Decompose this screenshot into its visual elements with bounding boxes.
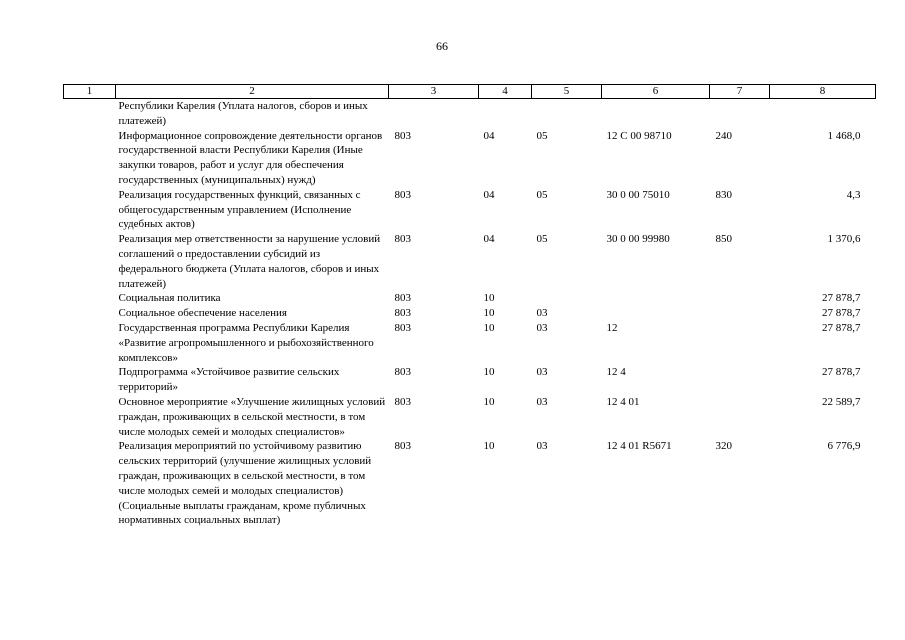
column-header: 7 xyxy=(710,85,770,99)
section-cell: 10 xyxy=(483,395,495,408)
target-article-cell: 30 0 00 99980 xyxy=(606,233,670,246)
column-header: 2 xyxy=(116,85,389,99)
target-article-cell xyxy=(602,306,710,321)
row-name-cell: Социальное обеспечение населения xyxy=(118,307,287,320)
expense-type-cell xyxy=(710,365,770,395)
expense-type-cell xyxy=(710,99,770,129)
row-name-cell: Государственная программа Республики Карелия «Развитие агропромышленного и рыбохозяйственного комплексов» xyxy=(118,321,374,364)
amount-cell: 1 468,0 xyxy=(827,129,861,142)
expense-type-cell xyxy=(710,306,770,321)
table-row xyxy=(64,365,876,395)
table-row xyxy=(64,395,876,439)
column-header: 1 xyxy=(64,85,116,99)
expense-type-cell xyxy=(710,321,770,365)
row-number-cell xyxy=(64,129,116,188)
amount-cell: 6 776,9 xyxy=(827,440,861,453)
ministry-code-cell: 803 xyxy=(394,188,411,201)
column-number-row xyxy=(64,85,876,99)
target-article-cell xyxy=(602,99,710,129)
section-cell: 10 xyxy=(483,307,495,320)
ministry-code-cell: 803 xyxy=(394,129,411,142)
table-row xyxy=(64,291,876,306)
amount-cell: 1 370,6 xyxy=(827,233,861,246)
subsection-cell: 05 xyxy=(536,233,548,246)
amount-cell: 27 878,7 xyxy=(822,292,861,305)
table-row xyxy=(64,188,876,232)
row-name-cell: Реализация мер ответственности за нарушение условий соглашений о предоставлении субсидий из федерального бюджета (Уплата налогов, сборов и иных платежей) xyxy=(118,233,381,290)
ministry-code-cell: 803 xyxy=(394,366,411,379)
target-article-cell: 12 4 01 R5671 xyxy=(606,440,672,453)
expense-type-cell: 320 xyxy=(715,440,732,453)
subsection-cell xyxy=(532,99,602,129)
expense-type-cell: 830 xyxy=(715,188,732,201)
row-number-cell xyxy=(64,188,116,232)
row-number-cell xyxy=(64,395,116,439)
section-cell: 10 xyxy=(483,440,495,453)
column-header: 6 xyxy=(602,85,710,99)
section-cell: 10 xyxy=(483,292,495,305)
row-number-cell xyxy=(64,291,116,306)
target-article-cell: 30 0 00 75010 xyxy=(606,188,670,201)
row-name-cell: Реализация мероприятий по устойчивому развитию сельских территорий (улучшение жилищных условий граждан, проживающих в сельской местности, в том числе молодых семей и молодых специалистов) (Социальные выплаты гражданам, кроме публичных нормативных социальных выплат) xyxy=(118,440,372,527)
row-number-cell xyxy=(64,321,116,365)
section-cell xyxy=(479,99,532,129)
ministry-code-cell: 803 xyxy=(394,395,411,408)
subsection-cell: 03 xyxy=(536,440,548,453)
ministry-code-cell: 803 xyxy=(394,233,411,246)
amount-cell: 27 878,7 xyxy=(822,366,861,379)
target-article-cell: 12 4 01 xyxy=(606,395,640,408)
expense-type-cell: 850 xyxy=(715,233,732,246)
budget-table xyxy=(63,84,876,528)
ministry-code-cell xyxy=(389,99,479,129)
table-row xyxy=(64,232,876,291)
row-name-cell: Основное мероприятие «Улучшение жилищных условий граждан, проживающих в сельской местности, в том числе молодых семей и молодых специалистов» xyxy=(118,395,386,438)
target-article-cell xyxy=(602,291,710,306)
row-name-cell: Социальная политика xyxy=(118,292,221,305)
amount-cell: 4,3 xyxy=(846,188,861,201)
ministry-code-cell: 803 xyxy=(394,307,411,320)
target-article-cell: 12 С 00 98710 xyxy=(606,129,672,142)
subsection-cell: 03 xyxy=(536,366,548,379)
subsection-cell: 05 xyxy=(536,129,548,142)
expense-type-cell: 240 xyxy=(715,129,732,142)
ministry-code-cell: 803 xyxy=(394,321,411,334)
table-row xyxy=(64,306,876,321)
column-header: 5 xyxy=(532,85,602,99)
amount-cell: 27 878,7 xyxy=(822,321,861,334)
row-number-cell xyxy=(64,306,116,321)
ministry-code-cell: 803 xyxy=(394,440,411,453)
column-header: 8 xyxy=(770,85,876,99)
row-number-cell xyxy=(64,232,116,291)
expense-type-cell xyxy=(710,291,770,306)
table-row xyxy=(64,439,876,528)
table-row xyxy=(64,99,876,129)
row-number-cell xyxy=(64,365,116,395)
target-article-cell: 12 xyxy=(606,321,618,334)
section-cell: 10 xyxy=(483,366,495,379)
target-article-cell: 12 4 xyxy=(606,366,626,379)
row-number-cell xyxy=(64,439,116,528)
subsection-cell: 03 xyxy=(536,321,548,334)
row-name-cell: Реализация государственных функций, связанных с общегосударственным управлением (Исполнение судебных актов) xyxy=(118,188,361,231)
amount-cell: 27 878,7 xyxy=(822,307,861,320)
section-cell: 10 xyxy=(483,321,495,334)
row-number-cell xyxy=(64,99,116,129)
subsection-cell: 05 xyxy=(536,188,548,201)
ministry-code-cell: 803 xyxy=(394,292,411,305)
subsection-cell xyxy=(532,291,602,306)
row-name-cell: Республики Карелия (Уплата налогов, сборов и иных платежей) xyxy=(118,100,368,127)
table-row xyxy=(64,321,876,365)
subsection-cell: 03 xyxy=(536,307,548,320)
section-cell: 04 xyxy=(483,129,495,142)
amount-cell xyxy=(770,99,876,129)
row-name-cell: Подпрограмма «Устойчивое развитие сельских территорий» xyxy=(118,366,340,394)
section-cell: 04 xyxy=(483,233,495,246)
column-header: 4 xyxy=(479,85,532,99)
subsection-cell: 03 xyxy=(536,395,548,408)
page-number: 66 xyxy=(436,39,448,53)
expense-type-cell xyxy=(710,395,770,439)
table-row xyxy=(64,129,876,188)
section-cell: 04 xyxy=(483,188,495,201)
amount-cell: 22 589,7 xyxy=(822,395,861,408)
column-header: 3 xyxy=(389,85,479,99)
row-name-cell: Информационное сопровождение деятельности органов государственной власти Республики Карелия (Иные закупки товаров, работ и услуг для обеспечения государственных (муниципальных) нужд) xyxy=(118,129,383,186)
